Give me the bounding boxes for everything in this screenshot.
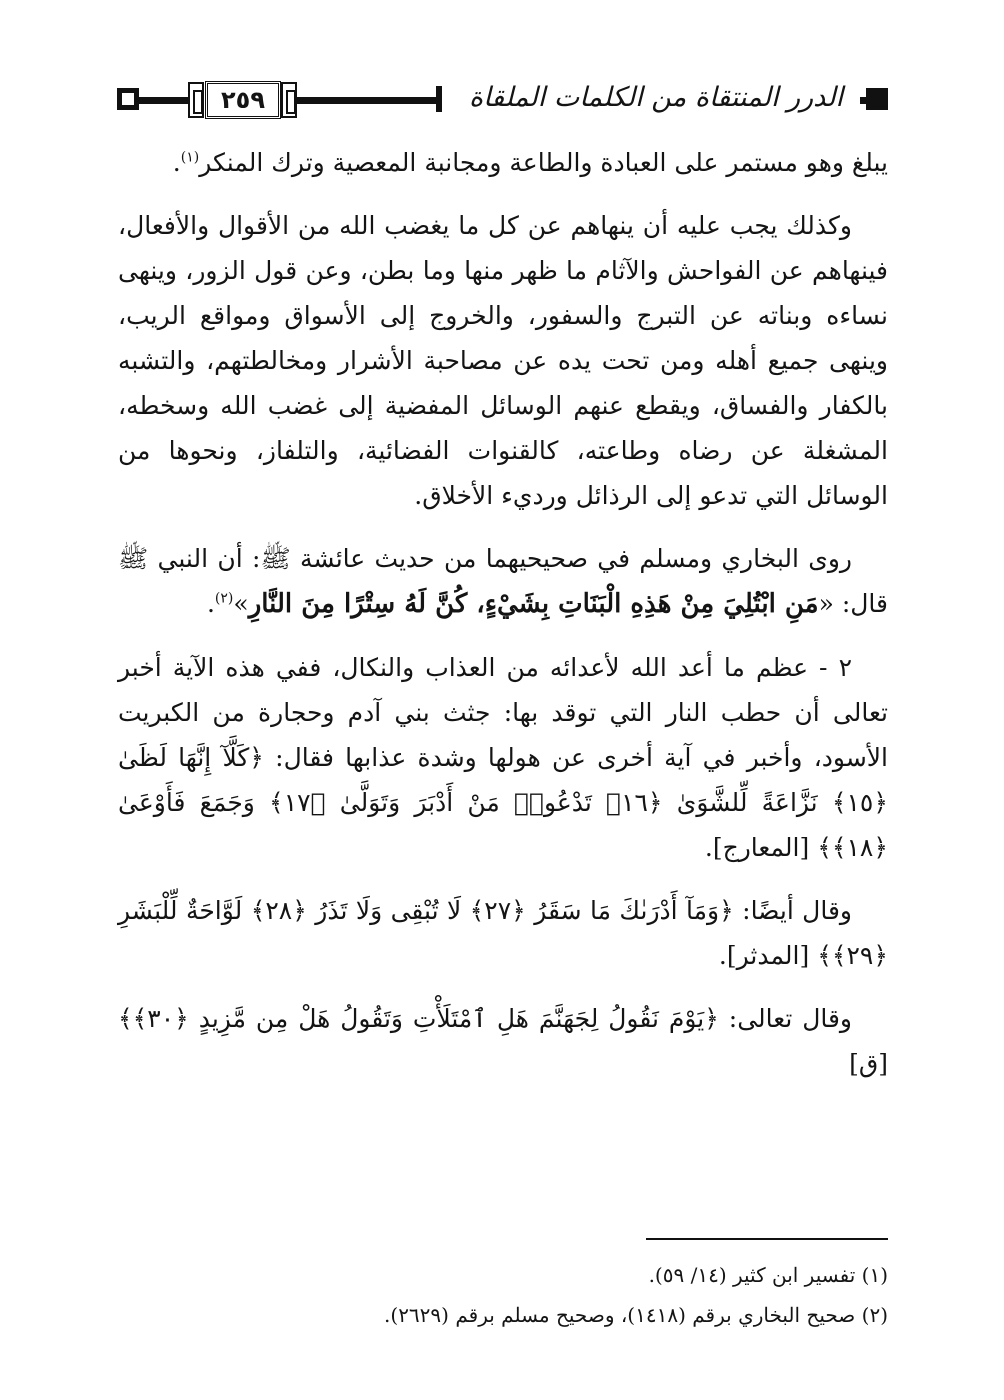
footnotes	[118, 1255, 888, 1335]
quran-verse: ﴿كَلَّآ إِنَّهَا لَظَىٰ ﴿١٥﴾ نَزَّاعَةً لِّلشَّوَىٰ ﴿١٦﴾ تَدْعُوا۟ مَنْ أَدْبَرَ وَتَوَلَّىٰ ﴿١٧﴾ وَجَمَعَ فَأَوْعَىٰ ﴿١٨﴾﴾	[118, 743, 888, 862]
paragraph	[118, 888, 888, 978]
paragraph-text: يبلغ وهو مستمر على العبادة والطاعة ومجانبة المعصية وترك المنكر	[199, 148, 888, 177]
header-square-ornament-right	[866, 88, 888, 110]
paragraph-text: .	[206, 589, 215, 618]
footnote-marker: (٢)	[214, 590, 234, 607]
quran-verse: ﴿يَوْمَ نَقُولُ لِجَهَنَّمَ هَلِ ٱمْتَلَأْتِ وَتَقُولُ هَلْ مِن مَّزِيدٍ ﴿٣٠﴾﴾	[118, 1004, 719, 1033]
footnote-1: (١) تفسير ابن كثير (١٤/ ٥٩).	[648, 1263, 888, 1287]
paragraph	[118, 536, 888, 627]
paragraph-text: روى البخاري ومسلم في صحيحيهما من حديث عائشة ﷺ: أن النبي ﷺ قال: «	[118, 544, 888, 618]
paragraph-text: [المعارج].	[704, 833, 818, 862]
paragraph-text: ٢ - عظم ما أعد الله لأعدائه من العذاب والنكال، ففي هذه الآية أخبر تعالى أن حطب النار التي توقد بها: جثث بني آدم وحجارة من الكبريت الأسود، وأخبر في آية أخرى عن هولها وشدة عذابها فقال:	[118, 653, 888, 772]
footnote-marker: (١)	[180, 149, 200, 166]
paragraph	[118, 996, 888, 1086]
paragraph	[118, 645, 888, 870]
paragraph-text: [ق]	[849, 1049, 888, 1078]
footnote-2: (٢) صحيح البخاري برقم (١٤١٨)، وصحيح مسلم برقم (٢٦٢٩).	[384, 1303, 888, 1327]
header-rule-left	[139, 97, 188, 104]
footnote-separator	[646, 1238, 888, 1240]
paragraph-text: »	[233, 589, 249, 618]
frame-knot-ornament-right	[281, 82, 297, 118]
paragraph-text: وقال تعالى:	[718, 1004, 852, 1033]
frame-knot-ornament-left	[188, 82, 204, 118]
paragraph-text: [المدثر].	[718, 941, 818, 970]
page-number: ٢٥٩	[205, 81, 281, 119]
quran-verse: ﴿وَمَآ أَدْرَىٰكَ مَا سَقَرُ ﴿٢٧﴾ لَا تُبْقِى وَلَا تَذَرُ ﴿٢٨﴾ لَوَّاحَةٌ لِّلْبَشَرِ ﴿٢٩﴾﴾	[118, 896, 888, 970]
hadith-text: مَنِ ابْتُلِيَ مِنْ هَذِهِ الْبَنَاتِ بِشَيْءٍ، كُنَّ لَهُ سِتْرًا مِنَ النَّارِ	[248, 589, 819, 619]
header-bar-ornament	[436, 86, 442, 112]
page-body-text	[118, 140, 888, 1086]
header-rule-middle	[297, 97, 436, 104]
header-square-ornament-left	[117, 88, 139, 110]
paragraph	[118, 140, 888, 185]
paragraph-text: .	[172, 148, 181, 177]
running-header	[0, 0, 1004, 150]
paragraph-text: وكذلك يجب عليه أن ينهاهم عن كل ما يغضب الله من الأقوال والأفعال، فينهاهم عن الفواحش والآثام ما ظهر منها وما بطن، وعن قول الزور، وينهى نساءه وبناته عن التبرج والسفور، والخروج إلى الأسواق ومواقع الريب، وينهى جميع أهله ومن تحت يده عن مصاحبة الأشرار ومخالطتهم، والتشبه بالكفار والفساق، ويقطع عنهم الوسائل المفضية إلى غضب الله وسخطه، المشغلة عن رضاه وطاعته، كالقنوات الفضائية، والتلفاز، ونحوها من الوسائل التي تدعو إلى الرذائل ورديء الأخلاق.	[118, 211, 888, 510]
book-title: الدرر المنتقاة من الكلمات الملقاة	[468, 82, 844, 113]
paragraph-text: وقال أيضًا:	[733, 896, 852, 925]
paragraph	[118, 203, 888, 518]
